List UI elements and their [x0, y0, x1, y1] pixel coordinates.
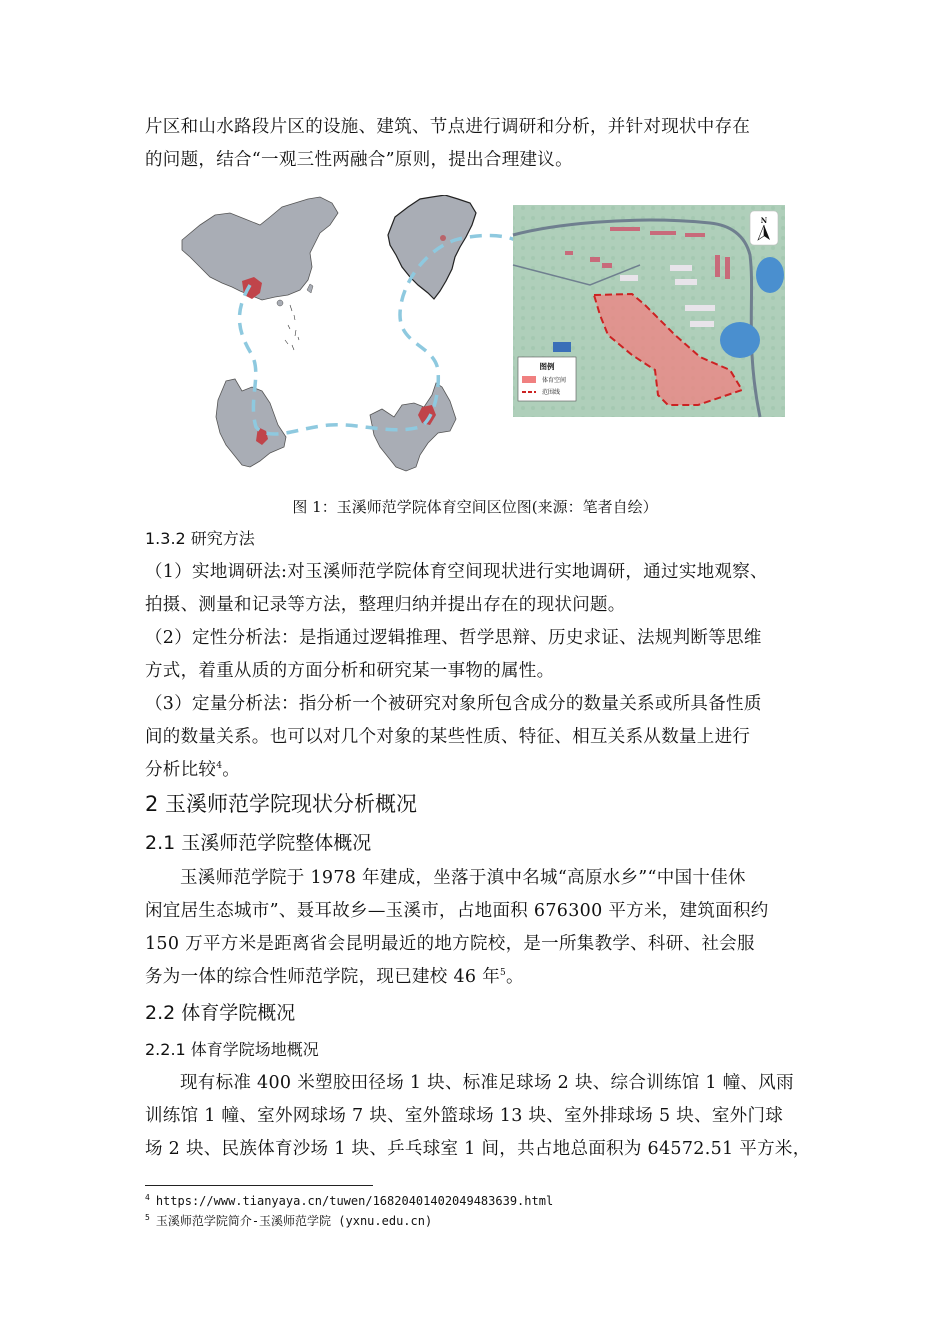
- section-heading-2-1: 2.1 玉溪师范学院整体概况: [145, 832, 372, 854]
- method-item-3: （3）定量分析法：指分析一个被研究对象所包含成分的数量关系或所具备性质: [145, 694, 762, 714]
- text-line: 玉溪师范学院于 1978 年建成，坐落于滇中名城“高原水乡”“中国十佳休: [180, 868, 746, 888]
- svg-text:图例: 图例: [539, 362, 555, 371]
- text-line: 分析比较$^4$。: [145, 760, 241, 780]
- section-heading-2-2: 2.2 体育学院概况: [145, 1002, 296, 1024]
- china-map: [182, 197, 338, 350]
- footnote-text: 玉溪师范学院简介-玉溪师范学院 (yxnu.edu.cn): [155, 1214, 433, 1228]
- text-line: 闲宜居生态城市”、聂耳故乡—玉溪市，占地面积 676300 平方米，建筑面积约: [145, 901, 769, 921]
- footnote-4: $^4$ https://www.tianyaya.cn/tuwen/16820401402049483639.html: [145, 1193, 554, 1208]
- text-line: 的问题，结合“一观三性两融合”原则，提出合理建议。: [145, 150, 573, 170]
- section-heading-2-2-1: 2.2.1 体育学院场地概况: [145, 1040, 319, 1059]
- figure-location-map: [170, 195, 790, 485]
- footnote-5: $^5$ 玉溪师范学院简介-玉溪师范学院 (yxnu.edu.cn): [145, 1213, 433, 1228]
- footnote-divider: [145, 1185, 373, 1186]
- svg-text:N: N: [760, 216, 768, 225]
- footnote-ref[interactable]: 5: [500, 968, 507, 979]
- method-list: [145, 556, 810, 787]
- text-line: 拍摄、测量和记录等方法，整理归纳并提出存在的现状问题。: [145, 595, 626, 615]
- text-line: 场 2 块、民族体育沙场 1 块、乒乓球室 1 间，共占地总面积为 64572.51 平方米，: [145, 1139, 811, 1159]
- footnote-link[interactable]: https://www.tianyaya.cn/tuwen/16820401402049483639.html: [155, 1194, 554, 1208]
- svg-text:体育空间: 体育空间: [542, 377, 567, 384]
- svg-text:范围线: 范围线: [542, 389, 561, 396]
- intro-paragraph: [145, 111, 810, 177]
- method-item-1: （1）实地调研法:对玉溪师范学院体育空间现状进行实地调研，通过实地观察、: [145, 562, 768, 582]
- yunnan-map: [216, 379, 286, 467]
- text-line: 150 万平方米是距离省会昆明最近的地方院校，是一所集教学、科研、社会服: [145, 934, 755, 954]
- venue-paragraph: [145, 1067, 810, 1166]
- text-line: 训练馆 1 幢、室外网球场 7 块、室外篮球场 13 块、室外排球场 5 块、室外门球: [145, 1106, 784, 1126]
- figure-caption: 图 1：玉溪师范学院体育空间区位图(来源：笔者自绘）: [292, 498, 658, 516]
- overview-paragraph: [145, 862, 810, 994]
- text-line: 片区和山水路段片区的设施、建筑、节点进行调研和分析，并针对现状中存在: [145, 117, 751, 137]
- map-legend: [518, 357, 576, 401]
- campus-map: [513, 205, 785, 417]
- text-line: 现有标准 400 米塑胶田径场 1 块、标准足球场 2 块、综合训练馆 1 幢、风雨: [180, 1073, 794, 1093]
- section-heading-1-3-2: 1.3.2 研究方法: [145, 529, 255, 548]
- text-line: 方式，着重从质的方面分析和研究某一事物的属性。: [145, 661, 555, 681]
- method-item-2: （2）定性分析法：是指通过逻辑推理、哲学思辩、历史求证、法规判断等思维: [145, 628, 762, 648]
- section-heading-2: 2 玉溪师范学院现状分析概况: [145, 792, 418, 816]
- text-line: 务为一体的综合性师范学院，现已建校 46 年$^5$。: [145, 967, 524, 987]
- city-map: [388, 195, 476, 299]
- north-compass: [750, 211, 778, 245]
- footnote-ref[interactable]: 4: [216, 761, 223, 772]
- text-line: 间的数量关系。也可以对几个对象的某些性质、特征、相互关系从数量上进行: [145, 727, 751, 747]
